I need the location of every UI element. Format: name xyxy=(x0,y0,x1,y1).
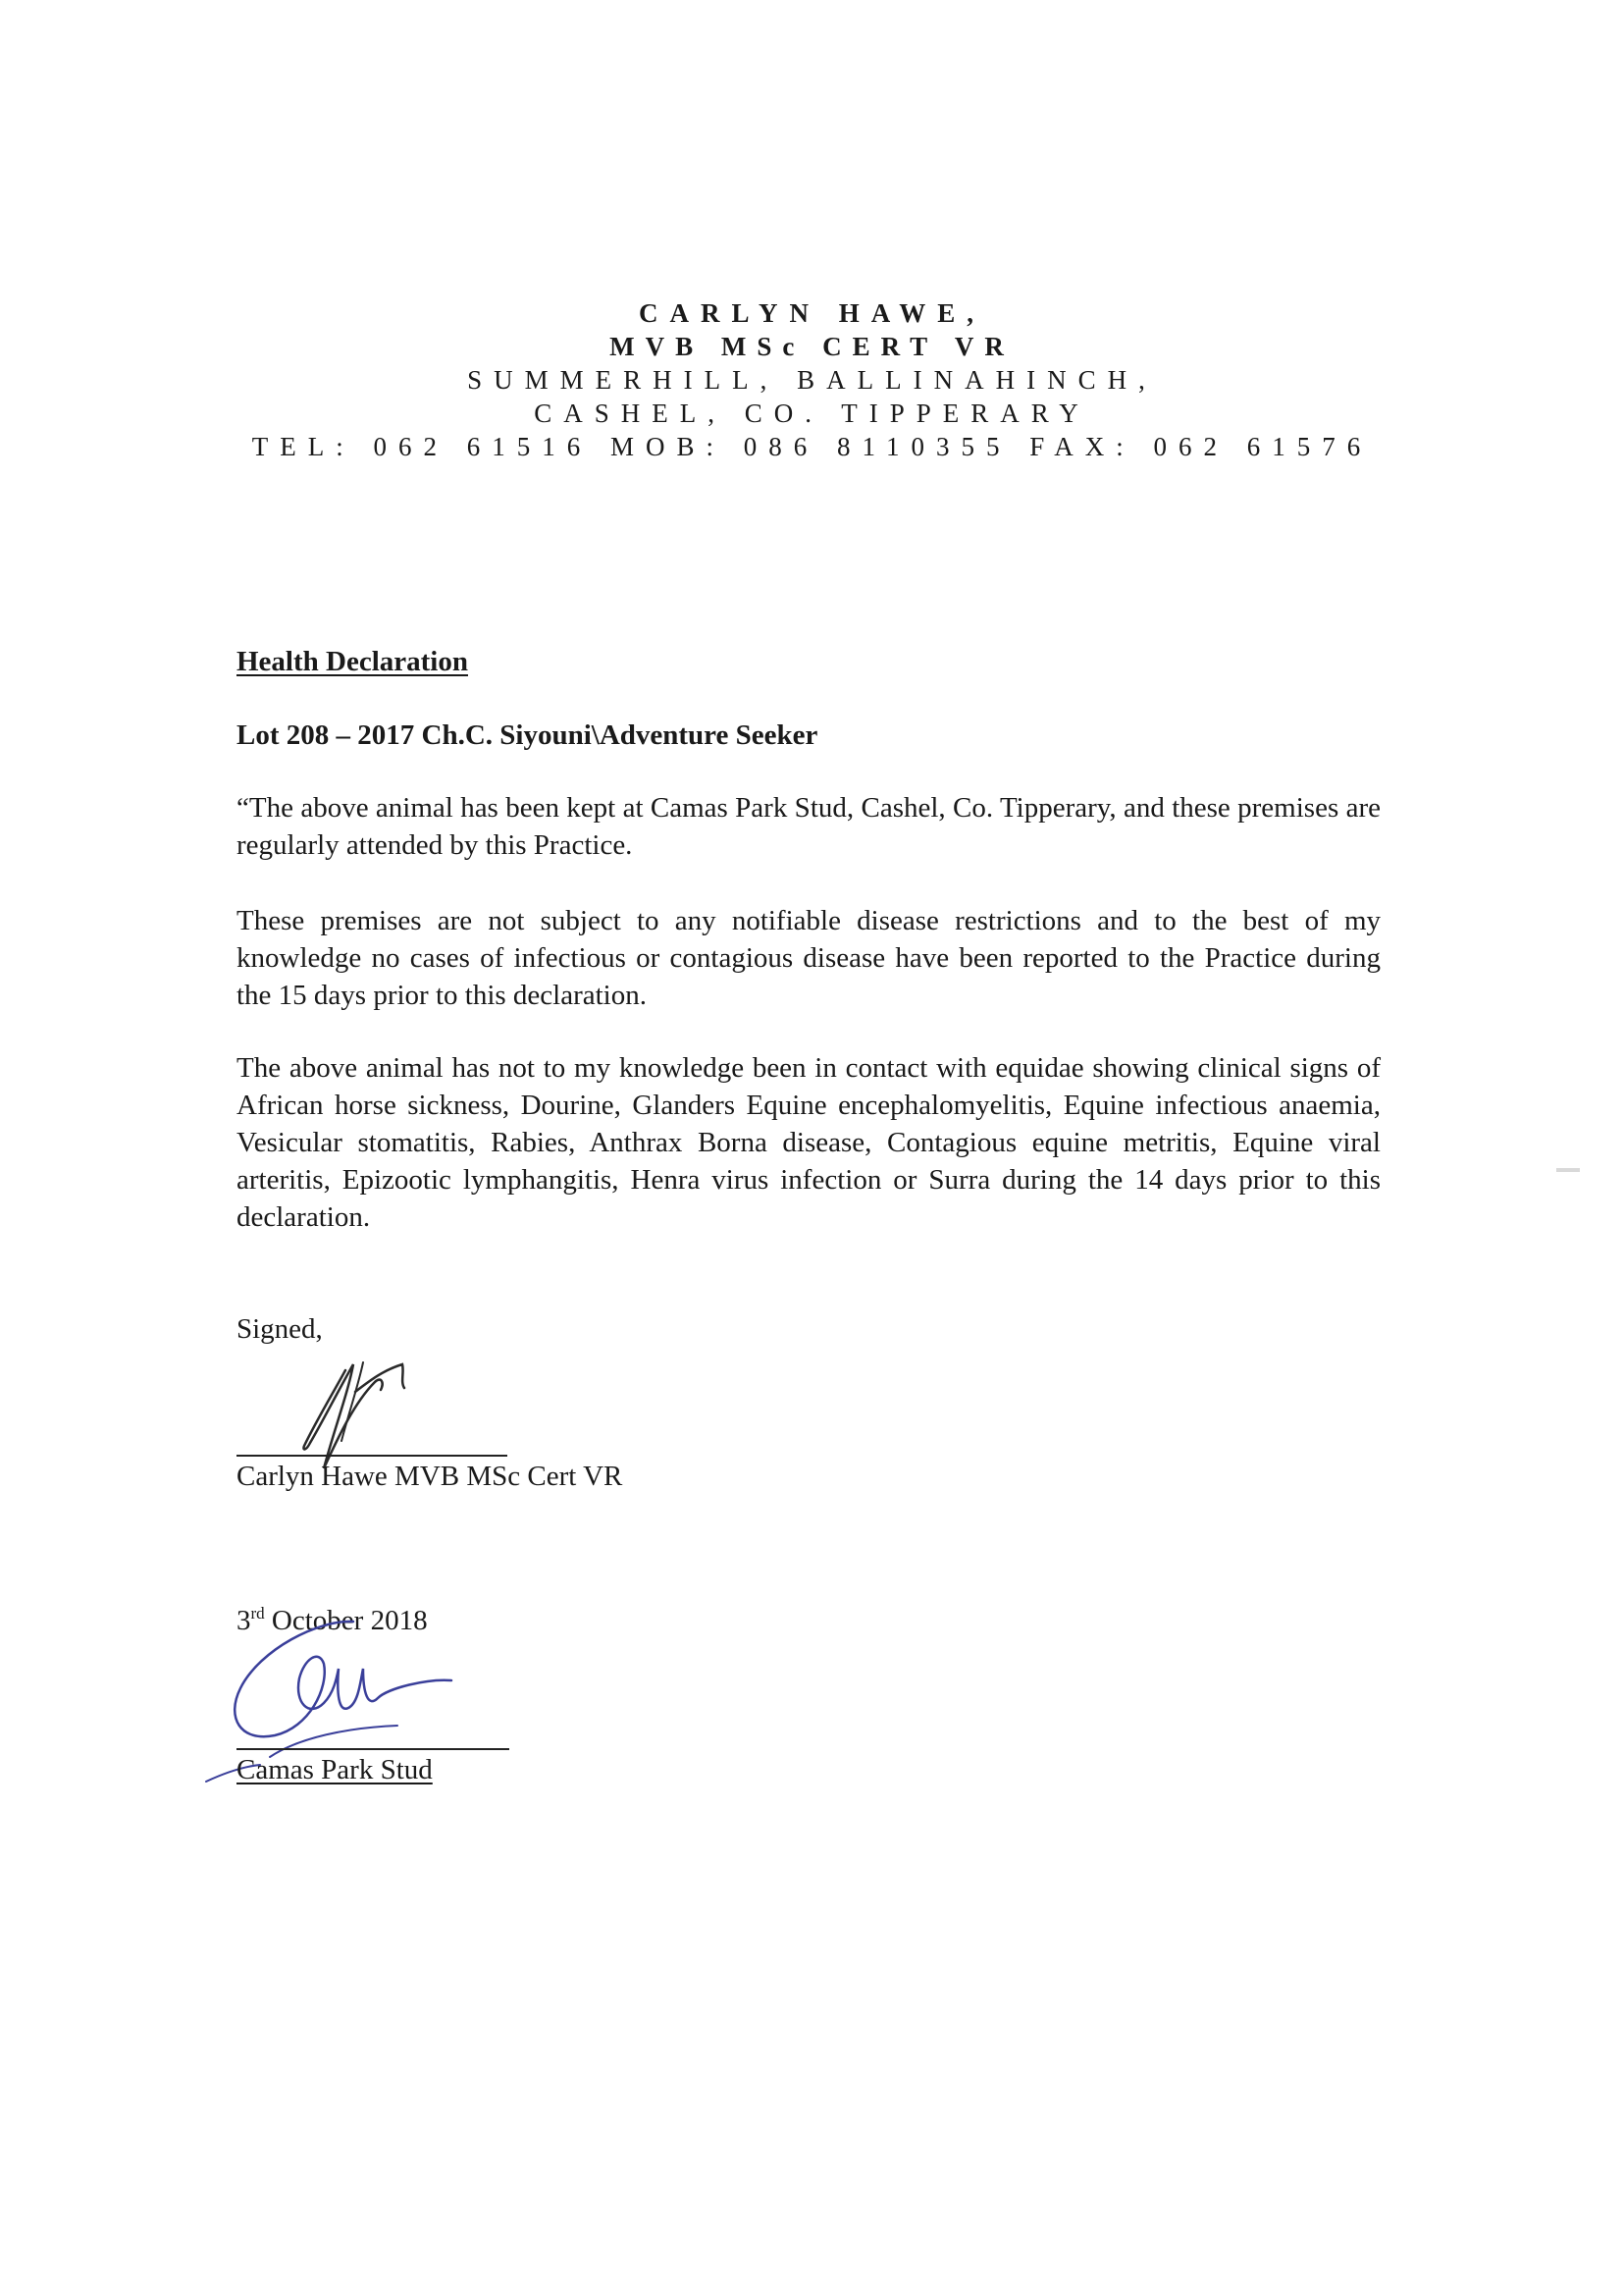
paragraph-restrictions: These premises are not subject to any notifiable disease restrictions and to the best of my knowledge no cases of infectious or contagious disease have been reported to the Practice during the 15 days prior to this declaration. xyxy=(236,905,1381,1011)
stud-name: Camas Park Stud xyxy=(236,1754,433,1785)
letterhead-qualifications: MVB MSc CERT VR xyxy=(609,332,1015,361)
signed-label: Signed, xyxy=(236,1313,323,1345)
scan-artifact xyxy=(1556,1168,1580,1172)
letterhead-name: CARLYN HAWE, xyxy=(638,298,986,328)
letterhead-contact: TEL: 062 61516 MOB: 086 8110355 FAX: 062 61576 xyxy=(251,432,1373,461)
paragraph-contact-declaration: The above animal has not to my knowledge been in contact with equidae showing clinical signs of African horse sickness, Dourine, Glanders Equine encephalomyelitis, Equine infectious anaemia, Vesicular stomatitis, Rabies, Anthrax Borna disease, Contagious equine metritis, Equine viral arteritis, Epizootic lymphangitis, Henra virus infection or Surra during the 14 days prior to this declaration. xyxy=(236,1052,1381,1233)
signature-line-stud xyxy=(236,1748,509,1750)
date-day: 3 xyxy=(236,1605,251,1636)
date-month-year: October 2018 xyxy=(264,1605,428,1636)
signatory-name: Carlyn Hawe MVB MSc Cert VR xyxy=(236,1461,623,1492)
signature-line-vet xyxy=(236,1455,507,1457)
letterhead-address-line2: CASHEL, CO. TIPPERARY xyxy=(534,399,1090,428)
date-suffix: rd xyxy=(250,1604,265,1623)
paragraph-premises: “The above animal has been kept at Camas Park Stud, Cashel, Co. Tipperary, and these premises are regularly attended by this Practice. xyxy=(236,792,1381,861)
letterhead-address-line1: SUMMERHILL, BALLINAHINCH, xyxy=(467,365,1157,395)
lot-line: Lot 208 – 2017 Ch.C. Siyouni\Adventure Seeker xyxy=(236,719,818,751)
document-heading: Health Declaration xyxy=(236,646,468,677)
letterhead xyxy=(0,296,1624,463)
